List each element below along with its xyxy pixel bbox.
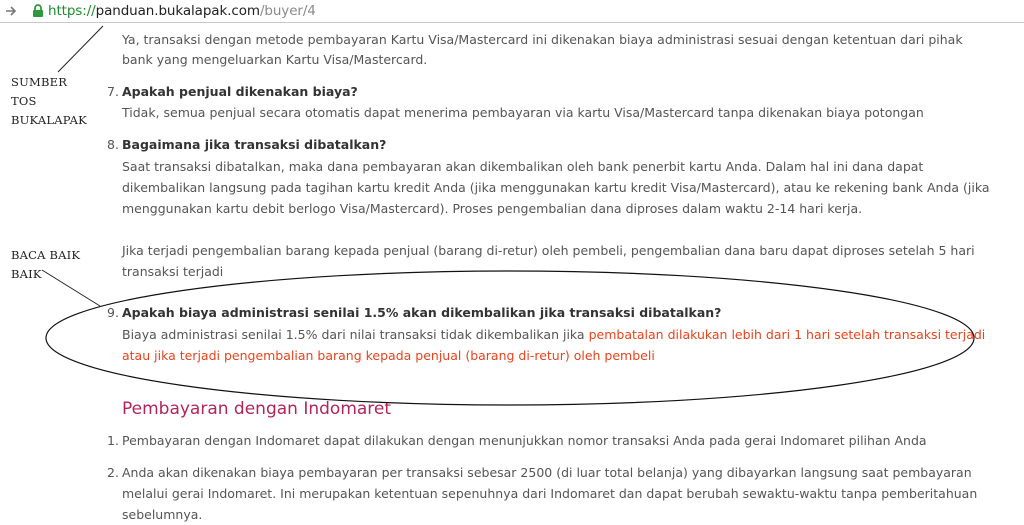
url-scheme: https:// — [48, 3, 96, 19]
q9-question: Apakah biaya administrasi senilai 1.5% akan dikembalikan jika transaksi dibatalkan? — [122, 305, 722, 320]
indomaret-2-number: 2. — [107, 465, 119, 480]
annotation-sumber-line-2: TOS — [11, 94, 37, 108]
url-path: /buyer/4 — [259, 3, 316, 19]
indomaret-2-line-2: melalui gerai Indomaret. Ini merupakan ketentuan sepenuhnya dari Indomaret dan dapat berubah sewaktu-waktu tanpa pemberitahuan — [122, 486, 978, 501]
intro-line-1: Ya, transaksi dengan metode pembayaran Kartu Visa/Mastercard ini dikenakan biaya administrasi sesuai dengan ketentuan dari pihak — [122, 32, 963, 47]
q9-answer-highlight-1: pembatalan dilakukan lebih dari 1 hari setelah transaksi terjadi — [588, 327, 986, 342]
url-host: panduan.bukalapak.com — [95, 3, 260, 19]
annotation-sumber-line-3: BUKALAPAK — [11, 113, 87, 127]
pointer-line-sumber — [58, 26, 103, 72]
annotation-sumber-line-1: SUMBER — [11, 75, 68, 89]
q9-number: 9. — [107, 305, 119, 320]
indomaret-2-line-1: Anda akan dikenakan biaya pembayaran per transaksi sebesar 2500 (di luar total belanja) yang dibayarkan langsung saat pembayaran — [122, 465, 972, 480]
q9-answer-plain: Biaya administrasi senilai 1.5% dari nilai transaksi tidak dikembalikan jika — [122, 327, 589, 342]
highlight-ellipse — [46, 271, 974, 405]
q9-answer-highlight-2: atau jika terjadi pengembalian barang kepada penjual (barang di-retur) oleh pembeli — [122, 348, 655, 363]
q7-question: Apakah penjual dikenakan biaya? — [122, 84, 358, 99]
section-title-indomaret: Pembayaran dengan Indomaret — [122, 399, 392, 419]
annotation-baca-line-1: BACA BAIK — [11, 248, 81, 262]
q8-note-line-2: transaksi terjadi — [122, 264, 224, 279]
pointer-line-baca — [42, 270, 100, 306]
q7-number: 7. — [107, 84, 119, 99]
annotation-baca-line-2: BAIK — [11, 267, 42, 281]
intro-line-2: bank yang mengeluarkan Kartu Visa/Mastercard. — [122, 52, 428, 67]
indomaret-2-line-3: sebelumnya. — [122, 507, 203, 522]
q8-answer-line-3: menggunakan kartu debit berlogo Visa/Mastercard). Proses pengembalian dana diproses dalam waktu 2-14 hari kerja. — [122, 201, 863, 216]
q8-answer-line-1: Saat transaksi dibatalkan, maka dana pembayaran akan dikembalikan oleh bank penerbit kartu Anda. Dalam hal ini dana dapat — [122, 159, 924, 174]
q7-answer: Tidak, semua penjual secara otomatis dapat menerima pembayaran via kartu Visa/Mastercard tanpa dikenakan biaya potongan — [122, 105, 924, 120]
indomaret-1-text: Pembayaran dengan Indomaret dapat dilakukan dengan menunjukkan nomor transaksi Anda pada gerai Indomaret pilihan Anda — [122, 433, 927, 448]
q8-note-line-1: Jika terjadi pengembalian barang kepada penjual (barang di-retur) oleh pembeli, pengembalian dana baru dapat diproses setelah 5 hari — [122, 243, 975, 258]
q8-question: Bagaimana jika transaksi dibatalkan? — [122, 137, 387, 152]
q8-number: 8. — [107, 137, 119, 152]
q8-answer-line-2: dikembalikan langsung pada tagihan kartu kredit Anda (jika menggunakan kartu kredit Visa/Mastercard), atau ke rekening bank Anda (jika — [122, 180, 990, 195]
indomaret-1-number: 1. — [107, 433, 119, 448]
